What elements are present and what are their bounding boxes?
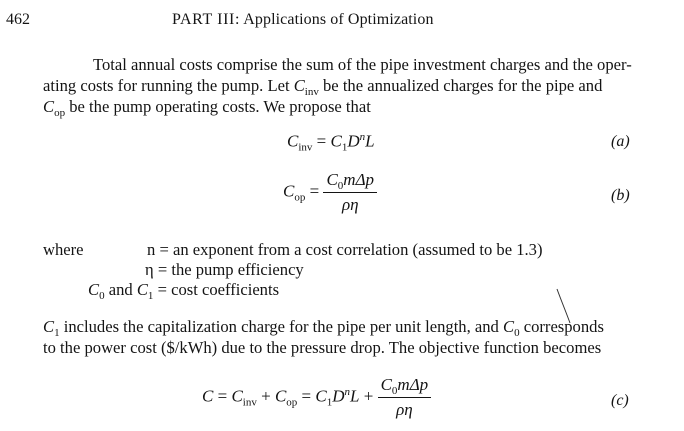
equation-c: $C = C_{inv} + C_{op} = C_1D^nL$ + $\frac{C_0m\Delta p}{\rho\eta}$ bbox=[202, 375, 431, 420]
definition-coefficients: $C_0$ and $C_1 = \cos t$ coefficients bbox=[88, 280, 280, 302]
page-number: 462 bbox=[6, 11, 30, 28]
intro-line-3: $C_{op}$ be the pump operating costs. We propose that bbox=[43, 97, 371, 119]
where-label: where bbox=[43, 240, 84, 259]
objective-line-1: $C_1$ includes the capitalization charge for the pipe per unit length, and $C_0$ corresponds bbox=[43, 317, 604, 339]
fraction-b: $\frac{C_0m\Delta p}{\rho\eta}$ bbox=[323, 170, 377, 215]
intro-line-1: Total annual costs comprise the sum of the pipe investment charges and the oper- bbox=[93, 55, 632, 74]
running-header bbox=[172, 11, 434, 29]
definition-n: n = an exponent from a cost correlation (assumed to be 1.3) bbox=[147, 240, 543, 259]
equation-label-c: (c) bbox=[611, 392, 629, 409]
objective-line-2: to the power cost ($/kWh) due to the pressure drop. The objective function becomes bbox=[43, 338, 602, 357]
definition-eta: η = the pump efficiency bbox=[145, 260, 304, 279]
equation-label-b: (b) bbox=[611, 187, 630, 204]
intro-paragraph bbox=[43, 54, 632, 117]
equation-a: $C_{inv} = C_1D^nL$ bbox=[287, 131, 375, 154]
part-label: PART III: bbox=[172, 11, 241, 28]
equation-b: $C_{op}$ = $\frac{C_0m\Delta p}{\rho\eta}$ bbox=[283, 170, 377, 215]
intro-line-2: ating costs for running the pump. Let $C_{inv}$ be the annualized charges for the pipe and bbox=[43, 76, 603, 98]
chapter-title: Applications of Optimization bbox=[243, 11, 434, 28]
objective-paragraph bbox=[43, 316, 604, 358]
fraction-c: $\frac{C_0m\Delta p}{\rho\eta}$ bbox=[378, 375, 432, 420]
equation-label-a: (a) bbox=[611, 133, 630, 150]
